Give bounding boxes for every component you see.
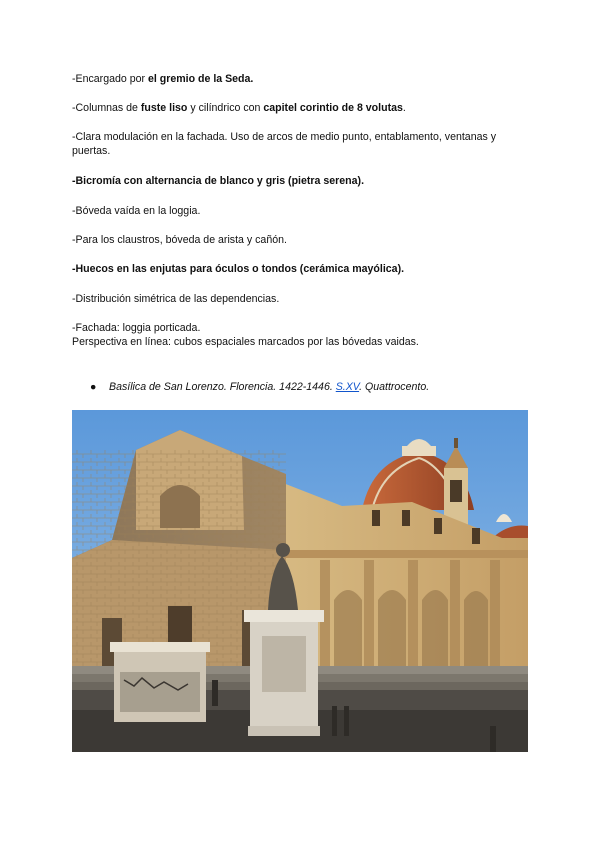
text-line-bichromy: -Bicromía con alternancia de blanco y gris (pietra serena). (72, 175, 365, 187)
bold-guild: el gremio de la Seda. (147, 73, 254, 85)
text-line-columns: -Columnas de fuste liso y cilíndrico con capitel corintio de 8 volutas. (72, 102, 406, 114)
text-line-perspective: Perspectiva en línea: cubos espaciales marcados por las bóvedas vaidas. (72, 336, 419, 348)
basilica-photo (72, 410, 528, 752)
text-line-spandrels: -Huecos en las enjutas para óculos o tondos (cerámica mayólica). (72, 263, 405, 275)
list-item: ● Basílica de San Lorenzo. Florencia. 1422-1446. S.XV. Quattrocento. (90, 381, 430, 393)
text-line-facade: -Fachada: loggia porticada. (72, 322, 201, 334)
text-line-modulation: -Clara modulación en la fachada. Uso de arcos de medio punto, entablamento, ventanas y puertas. (72, 131, 497, 157)
image-caption: Basílica de San Lorenzo. Florencia. 1422-1446. (109, 381, 336, 393)
text-line-distribution: -Distribución simétrica de las dependencias. (72, 293, 280, 305)
text-line-guild: -Encargado por el gremio de la Seda. (72, 73, 254, 85)
text-line-cloisters: -Para los claustros, bóveda de arista y cañón. (72, 234, 287, 246)
century-link[interactable]: S.XV (335, 381, 360, 393)
text-line-vault: -Bóveda vaída en la loggia. (72, 205, 201, 217)
bullet-icon: ● (90, 381, 97, 393)
